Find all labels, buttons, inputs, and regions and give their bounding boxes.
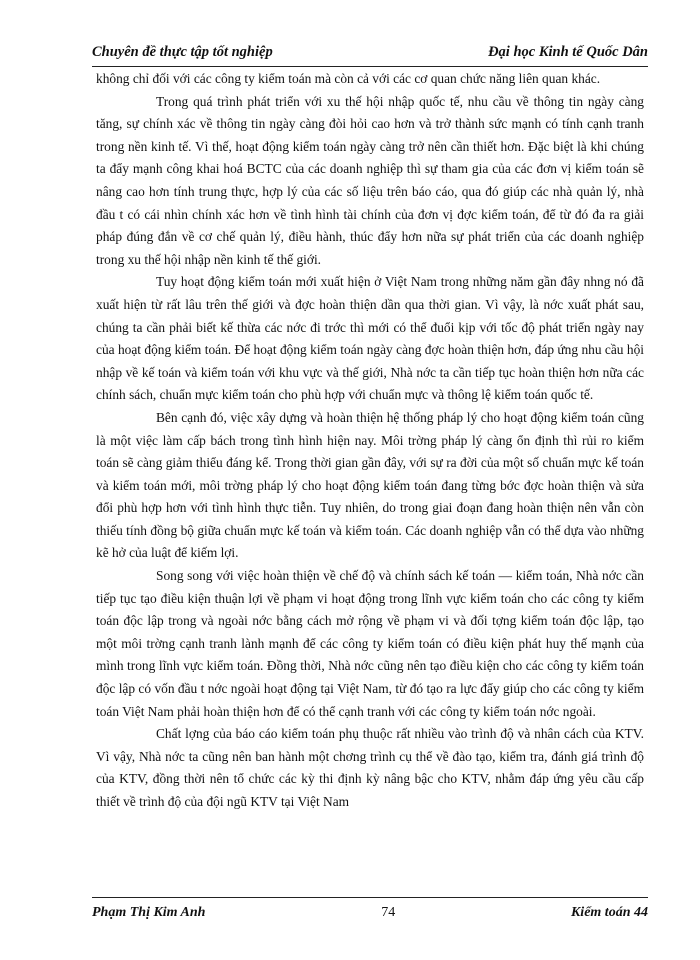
page-header [92,35,648,61]
page-footer [92,902,648,924]
footer-author: Phạm Thị Kim Anh [92,905,206,920]
document-body [96,68,644,814]
header-document-type: Chuyên đề thực tập tốt nghiệp [92,44,273,60]
paragraph: Song song với việc hoàn thiện về chế độ và chính sách kế toán — kiểm toán, Nhà nớc cần tiếp tục tạo điều kiện thuận lợi về phạm vi hoạt động trong lĩnh vực kiểm toán cho các công ty kiểm toán độc lập trong và ngoài nớc bằng cách mở rộng về phạm vi và đối tợng kiểm toán độc lập, tạo một môi trờng cạnh tranh lành mạnh để các công ty kiểm toán có điều kiện phát huy thế mạnh của mình trong lĩnh vực kiểm toán. Đồng thời, Nhà nớc cũng nên tạo điều kiện cho các công ty kiểm toán độc lập có vốn đầu t nớc ngoài hoạt động tại Việt Nam, từ đó tạo ra lực đẩy giúp cho các công ty kiểm toán Việt Nam phải hoàn thiện hơn để có thể cạnh tranh với các công ty kiểm toán nớc ngoài. [96,568,644,719]
paragraph-continuation: không chỉ đối với các công ty kiểm toán mà còn cả với các cơ quan chức năng liên quan khác. [96,71,601,86]
paragraph: Bên cạnh đó, việc xây dựng và hoàn thiện hệ thống pháp lý cho hoạt động kiểm toán cũng là một việc làm cấp bách trong tình hình hiện nay. Môi trờng pháp lý càng ổn định thì rủi ro kiểm toán sẽ càng giảm thiểu đáng kể. Trong thời gian gần đây, với sự ra đời của một số chuẩn mực kế toán và kiểm toán mới, môi trờng pháp lý cho hoạt động kiểm toán đang từng bớc đợc hoàn thiện và sửa đổi phù hợp hơn với tình hình thực tiễn. Tuy nhiên, do trong giai đoạn đang hoàn thiện nên vẫn còn thiếu tính đồng bộ giữa chuẩn mực kế toán và kiểm toán. Các doanh nghiệp vẫn có thể dựa vào những kẽ hở của luật để kiếm lợi. [96,409,644,561]
header-rule [92,66,648,67]
page-number: 74 [381,905,396,920]
footer-class: Kiểm toán 44 [570,905,648,920]
paragraph: Chất lợng của báo cáo kiểm toán phụ thuộc rất nhiều vào trình độ và nhân cách của KTV. Vì vậy, Nhà nớc ta cũng nên ban hành một chơng trình cụ thể về đào tạo, kiểm tra, đánh giá trình độ của KTV, đồng thời nên tổ chức các kỳ thi định kỳ nâng bậc cho KTV, nhằm đáp ứng yêu cầu cấp thiết về trình độ của đội ngũ KTV tại Việt Nam [96,726,644,809]
paragraph: Tuy hoạt động kiểm toán mới xuất hiện ở Việt Nam trong những năm gần đây nhng nó đã xuất hiện từ rất lâu trên thế giới và đợc hoàn thiện dần qua thời gian. Vì vậy, là nớc xuất phát sau, chúng ta cần phải biết kế thừa các nớc đi trớc thì mới có thể đuổi kịp với tốc độ phát triển ngày nay của hoạt động kiểm toán. Để hoạt động kiểm toán ngày càng đợc hoàn thiện hơn, đáp ứng nhu cầu hội nhập về kế toán và kiểm toán với khu vực và thế giới, Nhà nớc ta cần tiếp tục hoàn thiện hơn nữa các chính sách, chuẩn mực kiểm toán cho phù hợp với chuẩn mực và thông lệ kiểm toán quốc tế. [96,274,644,403]
header-university: Đại học Kinh tế Quốc Dân [488,44,648,60]
footer-rule [92,897,648,898]
paragraph: Trong quá trình phát triển với xu thế hội nhập quốc tế, nhu cầu về thông tin ngày càng tăng, sự chính xác về thông tin ngày càng đòi hỏi cao hơn và trở thành sức mạnh có tính cạnh tranh trong nền kinh tế. Vì thế, hoạt động kiểm toán ngày càng trở nên cần thiết hơn. Đặc biệt là khi chúng ta đẩy mạnh công khai hoá BCTC của các doanh nghiệp thì sự tham gia của các đơn vị kiểm toán sẽ nâng cao hơn tính trung thực, hợp lý của các số liệu trên báo cáo, qua đó giúp các nhà quản lý, nhà đầu t có cái nhìn chính xác hơn về tình hình tài chính của đơn vị đợc kiểm toán, để từ đó đa ra giải pháp đúng đắn về cơ chế quản lý, điều hành, thúc đẩy hơn nữa sự phát triển của các doanh nghiệp trong xu thế hội nhập nền kinh tế thế giới. [96,93,644,267]
